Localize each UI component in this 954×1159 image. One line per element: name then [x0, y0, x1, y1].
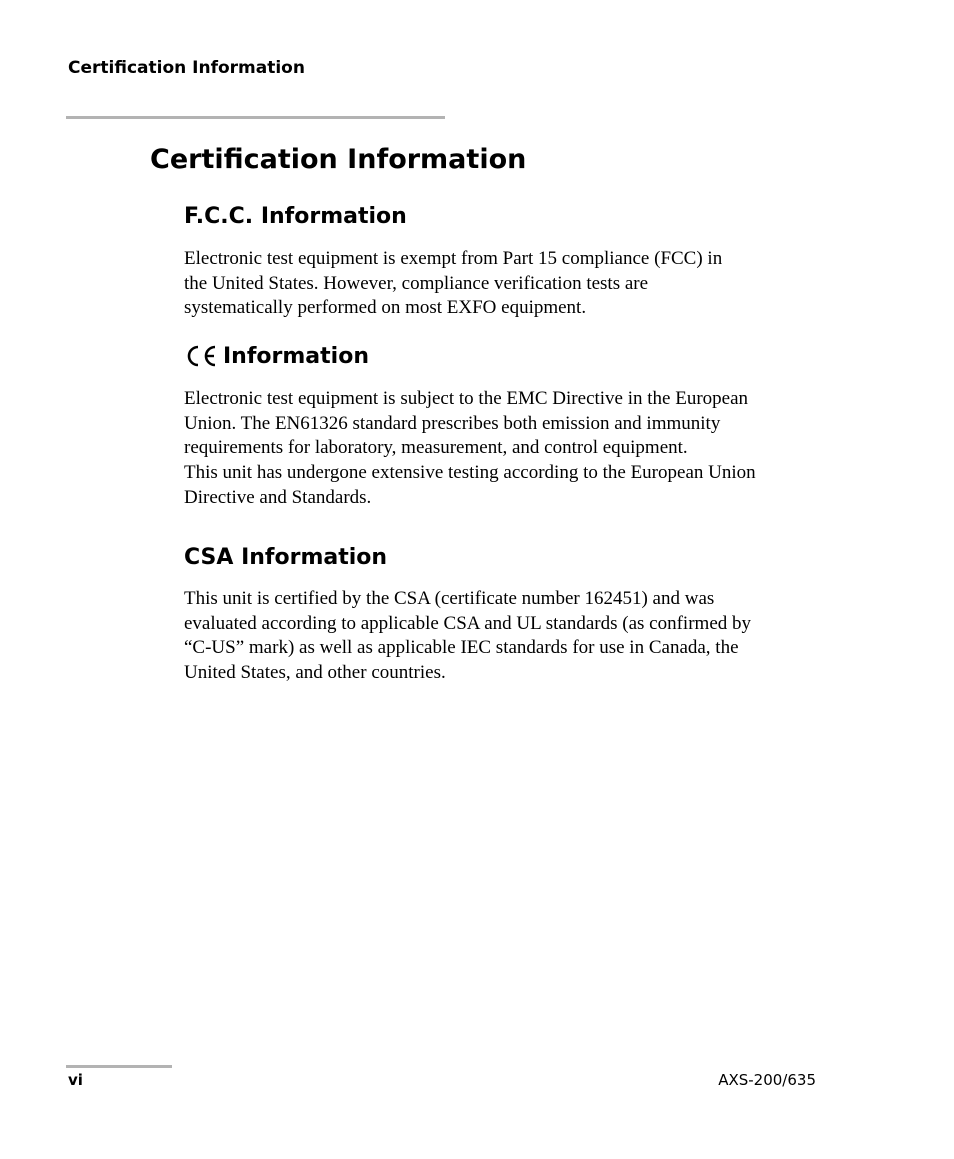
footer-divider	[66, 1065, 172, 1068]
ce-line: Directive and Standards.	[184, 486, 372, 508]
ce-line: Union. The EN61326 standard prescribes both emission and immunity	[184, 412, 721, 434]
ce-heading-label: Information	[223, 344, 369, 369]
ce-heading	[184, 344, 369, 369]
csa-body	[184, 587, 824, 686]
fcc-heading: F.C.C. Information	[184, 204, 407, 229]
csa-heading: CSA Information	[184, 545, 388, 570]
csa-line: This unit is certified by the CSA (certificate number 162451) and was	[184, 588, 715, 609]
csa-line: evaluated according to applicable CSA and UL standards (as confirmed by	[184, 612, 752, 634]
fcc-line: systematically performed on most EXFO equipment.	[184, 297, 587, 319]
running-header-title: Certification Information	[68, 58, 305, 78]
fcc-line: the United States. However, compliance verification tests are	[184, 272, 649, 294]
page-number: vi	[68, 1071, 83, 1089]
ce-body	[184, 387, 824, 511]
fcc-body	[184, 247, 824, 321]
ce-line: requirements for laboratory, measurement, and control equipment.	[184, 437, 688, 459]
csa-line: United States, and other countries.	[184, 662, 446, 684]
csa-line: “C-US” mark) as well as applicable IEC standards for use in Canada, the	[184, 637, 739, 659]
ce-line: This unit has undergone extensive testing according to the European Union	[184, 462, 756, 484]
document-id: AXS-200/635	[718, 1071, 816, 1089]
ce-mark-icon	[184, 344, 218, 368]
page-title: Certification Information	[150, 144, 527, 175]
ce-line: Electronic test equipment is subject to the EMC Directive in the European	[184, 388, 749, 409]
header-divider	[66, 116, 445, 119]
fcc-line: Electronic test equipment is exempt from Part 15 compliance (FCC) in	[184, 248, 723, 269]
